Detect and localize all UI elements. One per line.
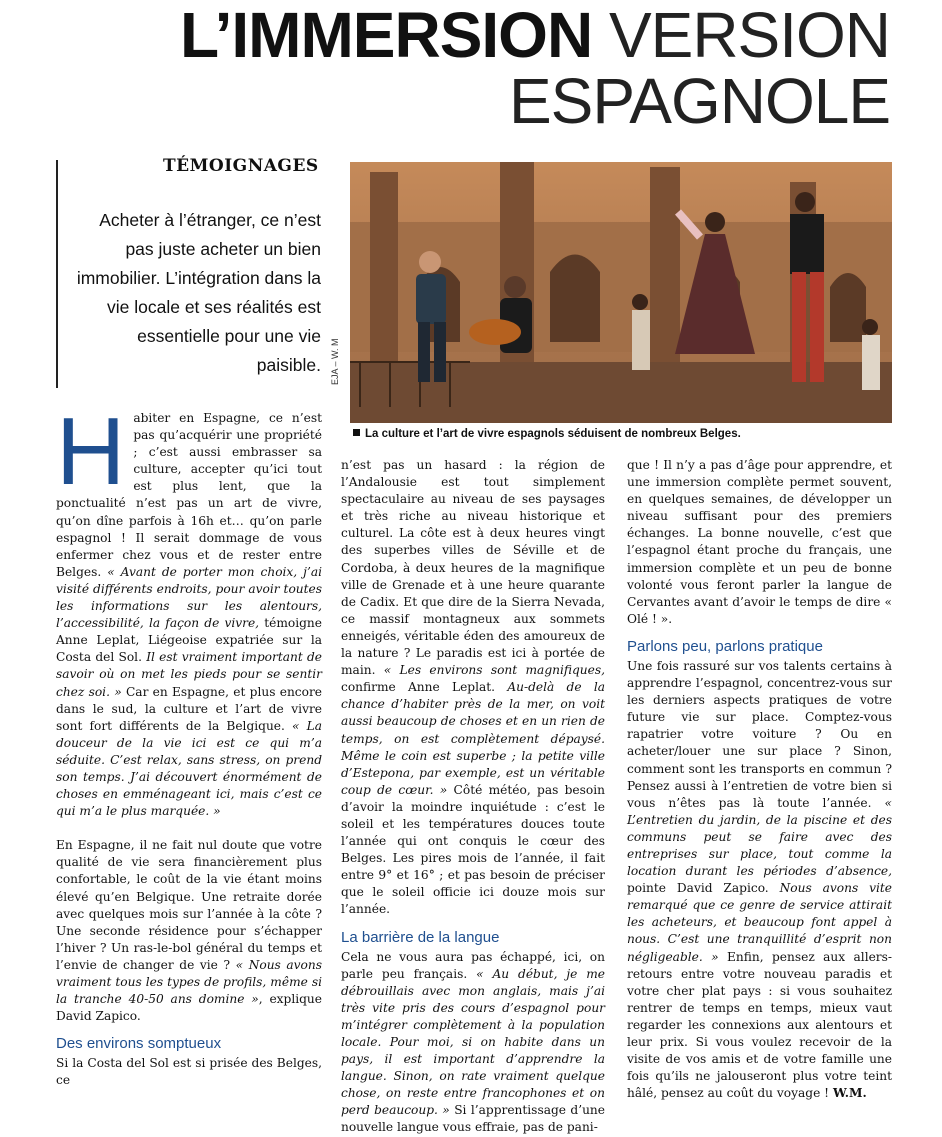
lede-rule [56, 160, 58, 388]
column-3 [627, 457, 892, 1102]
headline-thin-1: VERSION [608, 0, 890, 71]
subhead-pratique: Parlons peu, parlons pratique [627, 637, 823, 655]
column-1 [56, 398, 323, 1089]
plaza-flamenco-image [350, 162, 892, 423]
kicker: TÉMOIGNAGES [163, 156, 319, 176]
caption-text: La culture et l’art de vivre espagnols séduisent de nombreux Belges. [365, 428, 741, 440]
flamenco-photo [350, 162, 892, 423]
subhead-langue: La barrière de la langue [341, 928, 500, 946]
col2-paragraph-2: Cela ne vous aura pas échappé, ici, on parle peu français. « Au début, je me débrouillais avec mon anglais, mais j’ai très vite pris des cours d’espagnol pour m’intégrer complètement à la population locale. Pour moi, si on habite dans un pays, il est important d’apprendre la langue. Sinon, on rate vraiment quelque chose, on reste entre francophones et on perd beaucoup. » Si l’apprentissage d’une nouvelle langue vous effraie, pas de pani- [341, 949, 605, 1135]
signature: W.M. [832, 1086, 867, 1101]
col1-paragraph-3: Si la Costa del Sol est si prisée des Belges, ce [56, 1056, 322, 1088]
caption-square-icon [353, 429, 360, 436]
headline-bold: L’IMMERSION [180, 0, 593, 71]
photo-credit: EJA – W. M [330, 338, 340, 385]
column-2 [341, 457, 605, 1137]
col3-paragraph-1: que ! Il n’y a pas d’âge pour apprendre, et une immersion complète permet souvent, en quelques semaines, de développer un niveau suffisant pour des premiers échanges. La bonne nouvelle, c’est que l’espagnol étant proche du français, une immersion complète et un peu de bonne volonté vous feront parler la langue de Cervantes avant d’avoir le temps de dire « Olé ! ». [627, 458, 892, 626]
photo-caption [353, 428, 741, 440]
lede: Acheter à l’étranger, ce n’est pas juste acheter un bien immobilier. L’intégration dans la vie locale et ses réalités est essentielle pour une vie paisible. [76, 210, 321, 375]
headline-thin-2: ESPAGNOLE [508, 65, 890, 137]
subhead-environs: Des environs somptueux [56, 1035, 222, 1053]
drop-cap: H [56, 398, 126, 505]
col2-paragraph-1: n’est pas un hasard : la région de l’Andalousie est tout simplement spectaculaire au niveau de ses paysages et très riche au niveau historique et culturel. La côte est à deux heures vingt des superbes villes de Séville et de Cordoba, à deux heures de la magnifique ville de Grenade et à une heure quarante de Cadix. Et que dire de la Sierra Nevada, ce massif montagneux aux sommets enneigés, véritable éden des amoureux de la nature ? Le paradis est ici à portée de main. « Les environs sont magnifiques, confirme Anne Leplat. Au-delà de la chance d’habiter près de la mer, on voit aussi beaucoup de choses et en un rien de temps, on est complètement dépaysé. Même le coin est superbe ; la petite ville d’Estepona, par exemple, est un véritable coup de cœur. » Côté météo, pas besoin d’avoir la moindre inquiétude : c’est le soleil et les températures douces toute l’année qui ont conquis le cœur des Belges. Les pires mois de l’année, il fait entre 9° et 16° ; et pas besoin de préciser que le soleil officie ici douze mois sur l’année. [341, 458, 606, 917]
col1-paragraph-1: Habiter en Espagne, ce n’est pas qu’acquérir une propriété ; c’est aussi embrasser sa culture, accepter qu’ici tout est plus lent, que la ponctualité n’est pas un art de vivre, qu’on dîne parfois à 16h et… qu’on parle espagnol ! Il serait dommage de vous enfermer chez vous et de rester entre Belges. « Avant de porter mon choix, j’ai visité différents endroits, pour avoir toutes les informations sur les alentours, l’accessibilité, la façon de vivre, témoigne Anne Leplat, Liégeoise expatriée sur la Costa del Sol. Il est vraiment important de savoir où on met les pieds pour se sentir chez soi. » Car en Espagne, et plus encore dans le sud, la culture et l’art de vivre sont fort différents de la Belgique. « La douceur de la vie ici est ce qui m’a séduite. C’est relax, sans stress, on prend son temps. J’ai découvert énormément de choses en emménageant ici, mais c’est ce qui m’a le plus marquée. » [56, 398, 323, 819]
headline [180, 0, 890, 137]
col3-paragraph-2: Une fois rassuré sur vos talents certains à apprendre l’espagnol, concentrez-vous sur les derniers aspects pratiques de votre future vie sur place. Comptez-vous rapatrier votre voiture ? Ou en acheter/louer une sur place ? Sinon, comment sont les transports en commun ? Pensez aussi à l’entretien de votre bien si vous n’êtes pas là toute l’année. « L’entretien du jardin, de la piscine et des communs peut se faire avec des entreprises sur place, tout comme la location durant les périodes d’absence, pointe David Zapico. Nous avons vite remarqué que ce genre de service attirait les acheteurs, et beaucoup font appel à nous. C’est une tranquillité d’esprit non négligeable. » Enfin, pensez aux allers-retours entre votre nouveau paradis et votre cher plat pays : si vous souhaitez rentrer de temps en temps, mieux vaut regarder les connexions aux alentours et leur prix. Si vous voulez recevoir de la visite de vos amis et de votre famille une fois qu’ils ne jalouseront plus votre teint hâlé, pensez au coût du voyage ! W.M. [627, 658, 893, 1101]
col1-paragraph-2: En Espagne, il ne fait nul doute que votre qualité de vie sera financièrement plus confortable, le coût de la vie étant moins élevé qu’en Belgique. Une retraite dorée avec quelques mois sur l’année à la côte ? Une seconde résidence pour s’échapper l’hiver ? Un ras-le-bol général du temps et l’envie de changer de vie ? « Nous avons vraiment tous les types de profils, même si la tranche 40-50 ans domine », explique David Zapico. [56, 838, 323, 1024]
